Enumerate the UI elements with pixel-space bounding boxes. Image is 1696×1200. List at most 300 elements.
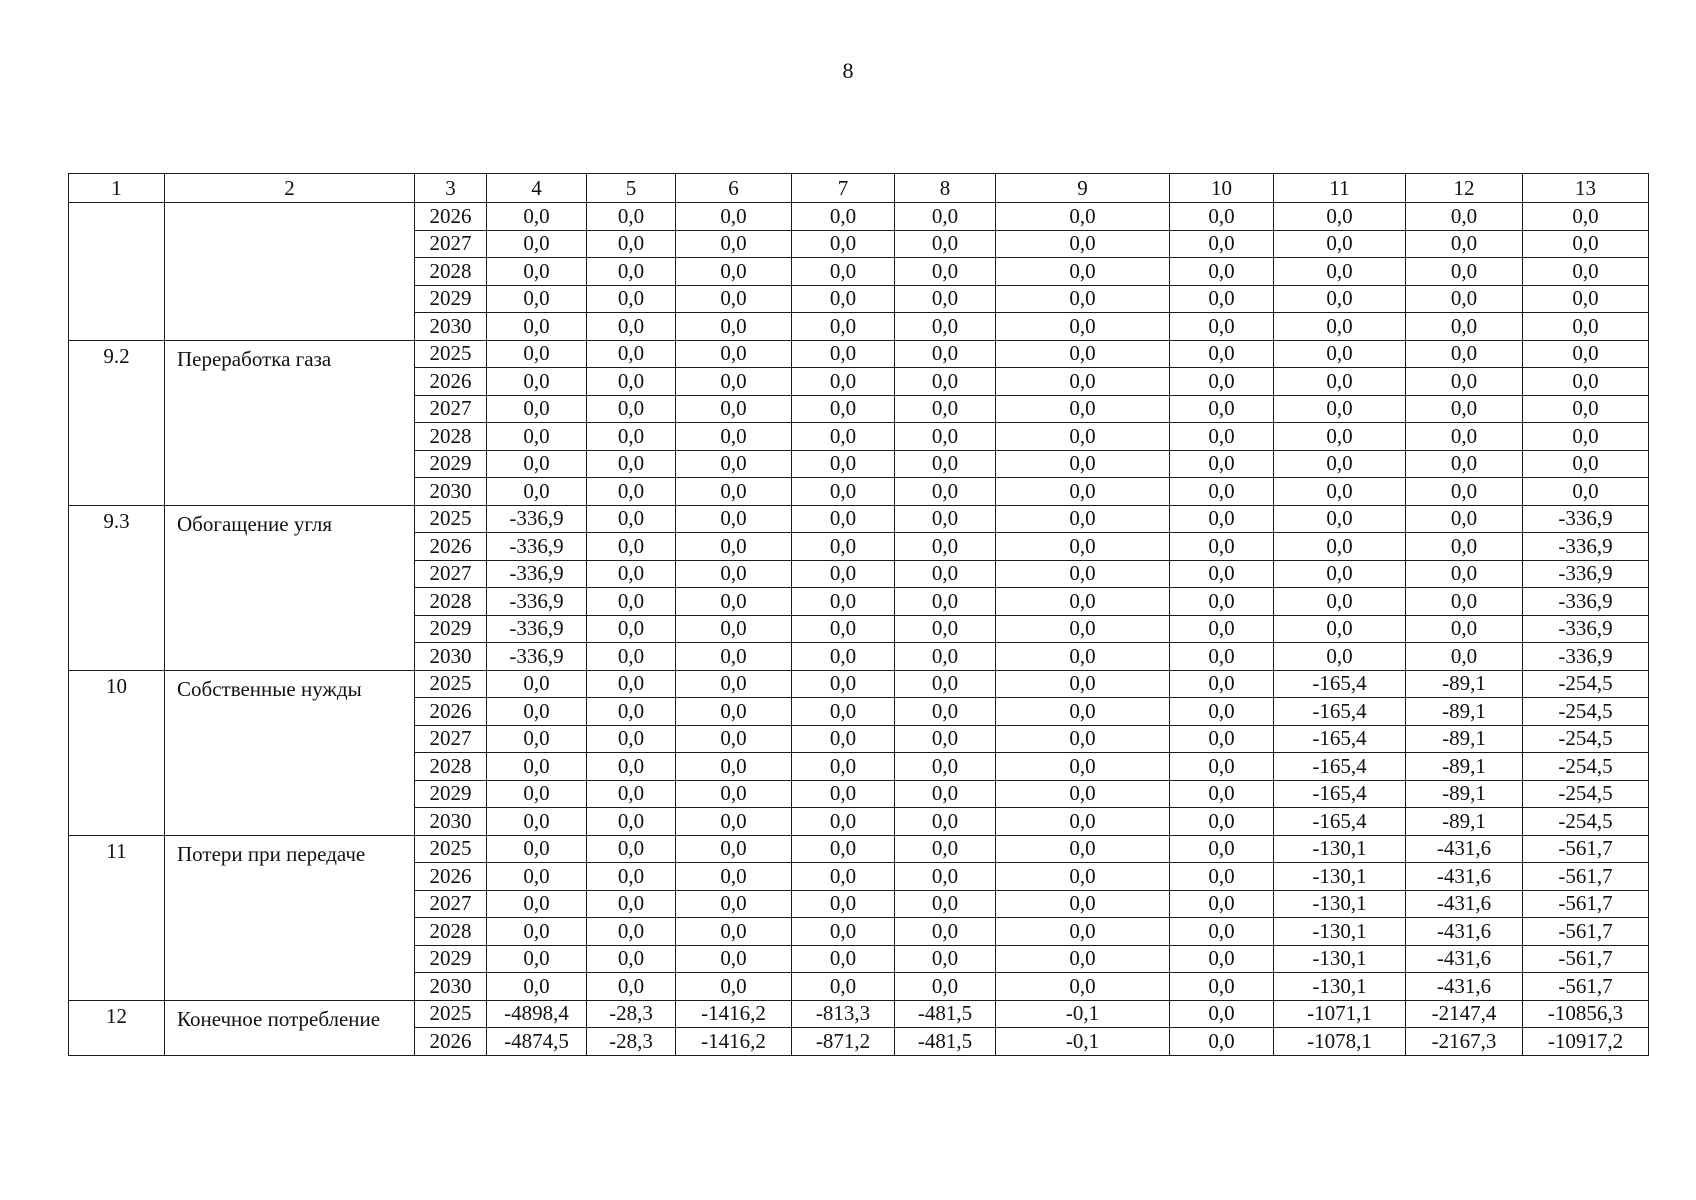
value-cell: 0,0 (1406, 450, 1523, 478)
value-cell: 0,0 (792, 340, 895, 368)
value-cell: 0,0 (587, 423, 676, 451)
table-row (69, 670, 1649, 698)
year-cell: 2030 (415, 973, 487, 1001)
value-cell: -481,5 (895, 1028, 996, 1056)
section-name: Конечное потребление (165, 1000, 415, 1055)
value-cell: 0,0 (487, 670, 587, 698)
value-cell: -165,4 (1274, 725, 1406, 753)
value-cell: -1078,1 (1274, 1028, 1406, 1056)
column-header-7: 7 (792, 174, 895, 203)
value-cell: 0,0 (676, 285, 792, 313)
value-cell: 0,0 (792, 505, 895, 533)
value-cell: 0,0 (996, 203, 1170, 231)
value-cell: 0,0 (587, 725, 676, 753)
value-cell: 0,0 (1406, 533, 1523, 561)
value-cell: 0,0 (487, 945, 587, 973)
value-cell: 0,0 (487, 340, 587, 368)
value-cell: 0,0 (895, 450, 996, 478)
value-cell: 0,0 (996, 753, 1170, 781)
value-cell: -336,9 (1523, 615, 1649, 643)
value-cell: 0,0 (996, 313, 1170, 341)
section-number: 9.2 (69, 340, 165, 505)
value-cell: -89,1 (1406, 698, 1523, 726)
value-cell: 0,0 (895, 203, 996, 231)
value-cell: 0,0 (1170, 478, 1274, 506)
value-cell: 0,0 (792, 533, 895, 561)
value-cell: 0,0 (792, 450, 895, 478)
value-cell: 0,0 (487, 203, 587, 231)
value-cell: 0,0 (587, 643, 676, 671)
value-cell: -130,1 (1274, 918, 1406, 946)
value-cell: -165,4 (1274, 698, 1406, 726)
value-cell: 0,0 (895, 973, 996, 1001)
year-cell: 2027 (415, 560, 487, 588)
value-cell: -254,5 (1523, 753, 1649, 781)
value-cell: 0,0 (587, 395, 676, 423)
value-cell: 0,0 (792, 285, 895, 313)
value-cell: -1071,1 (1274, 1000, 1406, 1028)
value-cell: 0,0 (1406, 230, 1523, 258)
value-cell: -10917,2 (1523, 1028, 1649, 1056)
value-cell: -336,9 (1523, 533, 1649, 561)
value-cell: 0,0 (587, 505, 676, 533)
section-number: 12 (69, 1000, 165, 1055)
value-cell: 0,0 (996, 560, 1170, 588)
value-cell: -561,7 (1523, 890, 1649, 918)
value-cell: -4874,5 (487, 1028, 587, 1056)
value-cell: 0,0 (587, 203, 676, 231)
value-cell: 0,0 (792, 973, 895, 1001)
value-cell: 0,0 (676, 670, 792, 698)
value-cell: 0,0 (587, 340, 676, 368)
value-cell: 0,0 (676, 643, 792, 671)
value-cell: 0,0 (587, 258, 676, 286)
value-cell: 0,0 (676, 423, 792, 451)
year-cell: 2030 (415, 478, 487, 506)
value-cell: 0,0 (1274, 230, 1406, 258)
value-cell: 0,0 (792, 230, 895, 258)
column-number-row (69, 174, 1649, 203)
value-cell: -254,5 (1523, 670, 1649, 698)
value-cell: 0,0 (996, 780, 1170, 808)
section-number (69, 203, 165, 341)
value-cell: 0,0 (792, 615, 895, 643)
value-cell: -431,6 (1406, 973, 1523, 1001)
value-cell: 0,0 (487, 423, 587, 451)
value-cell: 0,0 (895, 258, 996, 286)
value-cell: -336,9 (1523, 505, 1649, 533)
value-cell: 0,0 (792, 643, 895, 671)
table-row (69, 835, 1649, 863)
page-number: 8 (842, 58, 854, 83)
value-cell: -10856,3 (1523, 1000, 1649, 1028)
value-cell: 0,0 (895, 368, 996, 396)
value-cell: -130,1 (1274, 890, 1406, 918)
value-cell: -89,1 (1406, 780, 1523, 808)
column-header-1: 1 (69, 174, 165, 203)
table-row (69, 1000, 1649, 1028)
value-cell: 0,0 (996, 670, 1170, 698)
year-cell: 2025 (415, 1000, 487, 1028)
year-cell: 2027 (415, 890, 487, 918)
column-header-6: 6 (676, 174, 792, 203)
value-cell: 0,0 (1170, 945, 1274, 973)
value-cell: -1416,2 (676, 1028, 792, 1056)
value-cell: -130,1 (1274, 835, 1406, 863)
value-cell: 0,0 (895, 890, 996, 918)
value-cell: 0,0 (487, 918, 587, 946)
value-cell: -431,6 (1406, 835, 1523, 863)
column-header-12: 12 (1406, 174, 1523, 203)
year-cell: 2029 (415, 285, 487, 313)
value-cell: -1416,2 (676, 1000, 792, 1028)
value-cell: 0,0 (792, 753, 895, 781)
value-cell: 0,0 (587, 560, 676, 588)
value-cell: 0,0 (792, 698, 895, 726)
value-cell: -561,7 (1523, 835, 1649, 863)
value-cell: 0,0 (1170, 890, 1274, 918)
value-cell: 0,0 (676, 808, 792, 836)
value-cell: -336,9 (1523, 643, 1649, 671)
value-cell: 0,0 (895, 725, 996, 753)
value-cell: 0,0 (895, 670, 996, 698)
value-cell: 0,0 (1406, 395, 1523, 423)
value-cell: 0,0 (587, 945, 676, 973)
value-cell: 0,0 (1170, 505, 1274, 533)
value-cell: 0,0 (676, 533, 792, 561)
value-cell: 0,0 (1274, 560, 1406, 588)
value-cell: 0,0 (792, 560, 895, 588)
value-cell: 0,0 (1170, 780, 1274, 808)
value-cell: 0,0 (895, 780, 996, 808)
value-cell: 0,0 (676, 478, 792, 506)
value-cell: 0,0 (676, 863, 792, 891)
value-cell: 0,0 (1170, 643, 1274, 671)
value-cell: 0,0 (1523, 203, 1649, 231)
value-cell: 0,0 (895, 808, 996, 836)
value-cell: 0,0 (996, 973, 1170, 1001)
value-cell: 0,0 (1170, 285, 1274, 313)
value-cell: 0,0 (996, 395, 1170, 423)
year-cell: 2026 (415, 698, 487, 726)
value-cell: 0,0 (1523, 258, 1649, 286)
value-cell: 0,0 (792, 395, 895, 423)
value-cell: 0,0 (487, 973, 587, 1001)
value-cell: 0,0 (1170, 615, 1274, 643)
value-cell: 0,0 (587, 230, 676, 258)
value-cell: 0,0 (1274, 643, 1406, 671)
value-cell: 0,0 (996, 258, 1170, 286)
value-cell: -165,4 (1274, 753, 1406, 781)
value-cell: -4898,4 (487, 1000, 587, 1028)
value-cell: 0,0 (1523, 340, 1649, 368)
value-cell: 0,0 (895, 285, 996, 313)
value-cell: 0,0 (895, 918, 996, 946)
value-cell: 0,0 (1406, 588, 1523, 616)
value-cell: 0,0 (676, 945, 792, 973)
value-cell: 0,0 (996, 835, 1170, 863)
value-cell: 0,0 (792, 890, 895, 918)
value-cell: 0,0 (676, 230, 792, 258)
value-cell: 0,0 (1170, 753, 1274, 781)
value-cell: 0,0 (1170, 423, 1274, 451)
value-cell: 0,0 (895, 863, 996, 891)
value-cell: 0,0 (1274, 368, 1406, 396)
year-cell: 2029 (415, 945, 487, 973)
value-cell: 0,0 (676, 890, 792, 918)
value-cell: 0,0 (1274, 478, 1406, 506)
value-cell: 0,0 (676, 368, 792, 396)
value-cell: 0,0 (1406, 423, 1523, 451)
value-cell: 0,0 (1170, 835, 1274, 863)
value-cell: 0,0 (587, 450, 676, 478)
value-cell: 0,0 (1406, 560, 1523, 588)
value-cell: -336,9 (487, 615, 587, 643)
year-cell: 2028 (415, 423, 487, 451)
value-cell: 0,0 (1523, 230, 1649, 258)
year-cell: 2028 (415, 588, 487, 616)
value-cell: 0,0 (1274, 258, 1406, 286)
value-cell: 0,0 (487, 395, 587, 423)
section-name: Потери при передаче (165, 835, 415, 1000)
value-cell: 0,0 (1170, 1000, 1274, 1028)
year-cell: 2030 (415, 643, 487, 671)
value-cell: 0,0 (1274, 450, 1406, 478)
value-cell: -130,1 (1274, 973, 1406, 1001)
value-cell: -2147,4 (1406, 1000, 1523, 1028)
value-cell: 0,0 (792, 863, 895, 891)
value-cell: 0,0 (996, 863, 1170, 891)
value-cell: 0,0 (1170, 395, 1274, 423)
value-cell: 0,0 (487, 313, 587, 341)
value-cell: 0,0 (487, 780, 587, 808)
value-cell: 0,0 (792, 478, 895, 506)
column-header-4: 4 (487, 174, 587, 203)
value-cell: 0,0 (1170, 533, 1274, 561)
value-cell: 0,0 (676, 835, 792, 863)
value-cell: 0,0 (676, 753, 792, 781)
section-name: Переработка газа (165, 340, 415, 505)
value-cell: 0,0 (676, 588, 792, 616)
year-cell: 2030 (415, 808, 487, 836)
value-cell: 0,0 (676, 395, 792, 423)
value-cell: 0,0 (1170, 588, 1274, 616)
year-cell: 2026 (415, 533, 487, 561)
value-cell: 0,0 (487, 808, 587, 836)
value-cell: 0,0 (996, 340, 1170, 368)
value-cell: -431,6 (1406, 890, 1523, 918)
value-cell: -336,9 (487, 533, 587, 561)
value-cell: 0,0 (996, 450, 1170, 478)
value-cell: 0,0 (676, 560, 792, 588)
value-cell: 0,0 (1406, 505, 1523, 533)
value-cell: -561,7 (1523, 973, 1649, 1001)
year-cell: 2029 (415, 780, 487, 808)
value-cell: 0,0 (895, 588, 996, 616)
value-cell: 0,0 (487, 368, 587, 396)
value-cell: 0,0 (996, 918, 1170, 946)
value-cell: -89,1 (1406, 725, 1523, 753)
value-cell: -130,1 (1274, 945, 1406, 973)
value-cell: 0,0 (1523, 368, 1649, 396)
year-cell: 2026 (415, 863, 487, 891)
value-cell: 0,0 (1523, 423, 1649, 451)
value-cell: 0,0 (1406, 285, 1523, 313)
value-cell: 0,0 (895, 533, 996, 561)
year-cell: 2028 (415, 753, 487, 781)
value-cell: 0,0 (996, 368, 1170, 396)
value-cell: -431,6 (1406, 918, 1523, 946)
value-cell: 0,0 (1170, 313, 1274, 341)
value-cell: 0,0 (1406, 615, 1523, 643)
value-cell: 0,0 (676, 340, 792, 368)
year-cell: 2025 (415, 340, 487, 368)
value-cell: -336,9 (487, 560, 587, 588)
value-cell: 0,0 (996, 533, 1170, 561)
value-cell: 0,0 (792, 808, 895, 836)
value-cell: 0,0 (487, 753, 587, 781)
value-cell: 0,0 (996, 945, 1170, 973)
value-cell: 0,0 (676, 203, 792, 231)
value-cell: -336,9 (487, 643, 587, 671)
value-cell: 0,0 (895, 643, 996, 671)
value-cell: -431,6 (1406, 945, 1523, 973)
year-cell: 2029 (415, 615, 487, 643)
value-cell: -561,7 (1523, 863, 1649, 891)
value-cell: 0,0 (792, 725, 895, 753)
value-cell: 0,0 (895, 945, 996, 973)
value-cell: 0,0 (1406, 203, 1523, 231)
value-cell: 0,0 (792, 203, 895, 231)
value-cell: 0,0 (996, 890, 1170, 918)
value-cell: 0,0 (895, 340, 996, 368)
year-cell: 2026 (415, 368, 487, 396)
value-cell: 0,0 (676, 450, 792, 478)
table-row (69, 203, 1649, 231)
value-cell: 0,0 (792, 670, 895, 698)
value-cell: -89,1 (1406, 753, 1523, 781)
value-cell: 0,0 (996, 615, 1170, 643)
value-cell: -336,9 (1523, 560, 1649, 588)
value-cell: -28,3 (587, 1000, 676, 1028)
year-cell: 2027 (415, 725, 487, 753)
value-cell: -165,4 (1274, 808, 1406, 836)
value-cell: -254,5 (1523, 780, 1649, 808)
section-name: Собственные нужды (165, 670, 415, 835)
value-cell: 0,0 (895, 395, 996, 423)
year-cell: 2027 (415, 395, 487, 423)
value-cell: 0,0 (1406, 313, 1523, 341)
value-cell: 0,0 (1170, 203, 1274, 231)
year-cell: 2025 (415, 505, 487, 533)
value-cell: 0,0 (1523, 313, 1649, 341)
value-cell: 0,0 (792, 835, 895, 863)
value-cell: -481,5 (895, 1000, 996, 1028)
value-cell: -89,1 (1406, 670, 1523, 698)
value-cell: -28,3 (587, 1028, 676, 1056)
value-cell: 0,0 (1274, 203, 1406, 231)
value-cell: 0,0 (587, 863, 676, 891)
value-cell: -561,7 (1523, 945, 1649, 973)
value-cell: 0,0 (487, 230, 587, 258)
table-body (69, 174, 1649, 1056)
year-cell: 2028 (415, 258, 487, 286)
value-cell: -431,6 (1406, 863, 1523, 891)
table-row (69, 340, 1649, 368)
year-cell: 2028 (415, 918, 487, 946)
value-cell: 0,0 (1170, 973, 1274, 1001)
section-name (165, 203, 415, 341)
value-cell: 0,0 (587, 808, 676, 836)
value-cell: 0,0 (1170, 725, 1274, 753)
value-cell: 0,0 (895, 423, 996, 451)
column-header-8: 8 (895, 174, 996, 203)
energy-balance-table (68, 173, 1649, 1056)
value-cell: 0,0 (895, 478, 996, 506)
year-cell: 2025 (415, 670, 487, 698)
column-header-5: 5 (587, 174, 676, 203)
value-cell: 0,0 (676, 505, 792, 533)
value-cell: 0,0 (1170, 368, 1274, 396)
value-cell: 0,0 (996, 643, 1170, 671)
value-cell: -0,1 (996, 1000, 1170, 1028)
value-cell: 0,0 (996, 505, 1170, 533)
value-cell: -336,9 (1523, 588, 1649, 616)
value-cell: 0,0 (996, 588, 1170, 616)
value-cell: 0,0 (1406, 478, 1523, 506)
value-cell: 0,0 (676, 973, 792, 1001)
value-cell: 0,0 (487, 863, 587, 891)
value-cell: -336,9 (487, 588, 587, 616)
year-cell: 2025 (415, 835, 487, 863)
value-cell: 0,0 (1274, 285, 1406, 313)
value-cell: 0,0 (996, 478, 1170, 506)
value-cell: -813,3 (792, 1000, 895, 1028)
value-cell: -254,5 (1523, 808, 1649, 836)
value-cell: 0,0 (792, 780, 895, 808)
value-cell: 0,0 (1170, 450, 1274, 478)
value-cell: 0,0 (587, 780, 676, 808)
value-cell: 0,0 (587, 368, 676, 396)
value-cell: -871,2 (792, 1028, 895, 1056)
value-cell: 0,0 (487, 450, 587, 478)
value-cell: -0,1 (996, 1028, 1170, 1056)
value-cell: 0,0 (996, 423, 1170, 451)
value-cell: 0,0 (487, 890, 587, 918)
value-cell: 0,0 (1406, 258, 1523, 286)
section-number: 9.3 (69, 505, 165, 670)
value-cell: 0,0 (587, 588, 676, 616)
value-cell: 0,0 (587, 478, 676, 506)
value-cell: 0,0 (587, 670, 676, 698)
value-cell: 0,0 (1274, 505, 1406, 533)
value-cell: 0,0 (792, 588, 895, 616)
value-cell: 0,0 (895, 505, 996, 533)
value-cell: 0,0 (895, 835, 996, 863)
year-cell: 2026 (415, 1028, 487, 1056)
value-cell: 0,0 (1523, 395, 1649, 423)
value-cell: 0,0 (895, 313, 996, 341)
value-cell: 0,0 (792, 423, 895, 451)
value-cell: 0,0 (487, 478, 587, 506)
year-cell: 2030 (415, 313, 487, 341)
table-row (69, 505, 1649, 533)
value-cell: 0,0 (792, 918, 895, 946)
value-cell: 0,0 (1170, 918, 1274, 946)
value-cell: 0,0 (1406, 340, 1523, 368)
value-cell: 0,0 (1170, 230, 1274, 258)
value-cell: 0,0 (1274, 395, 1406, 423)
